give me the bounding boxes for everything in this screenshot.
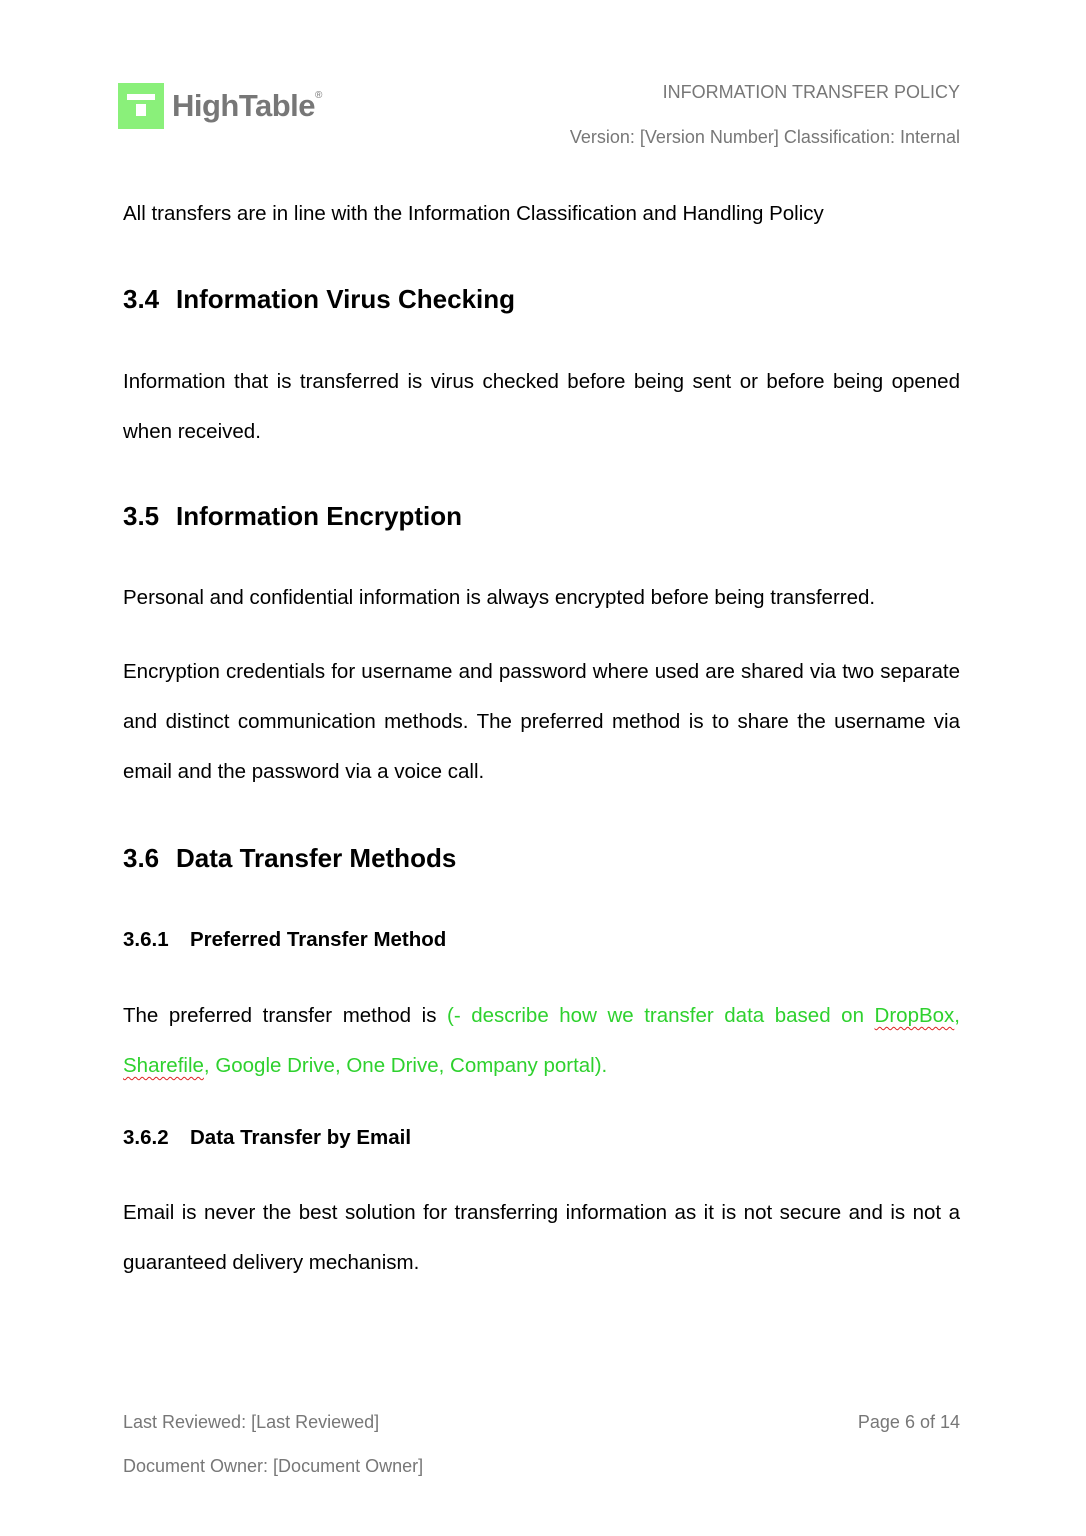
footer-last-reviewed: Last Reviewed: [Last Reviewed] xyxy=(123,1412,380,1432)
section-3-6-1-paragraph: The preferred transfer method is (- describe how we transfer data based on DropBox, Sharefile, Google Drive, One Drive, Company portal). xyxy=(123,1004,960,1077)
placeholder-instruction: (- describe how we transfer data based on DropBox, Sharefile, Google Drive, One Drive, Company portal). xyxy=(123,1004,960,1077)
document-title: INFORMATION TRANSFER POLICY xyxy=(662,82,960,102)
section-3-4-heading: 3.4 Information Virus Checking xyxy=(123,284,516,314)
section-3-6-2-paragraph: Email is never the best solution for transferring information as it is not secure and is not a guaranteed delivery mechanism. xyxy=(123,1201,960,1274)
section-3-5-paragraph-1: Personal and confidential information is always encrypted before being transferred. xyxy=(123,586,876,609)
logo-mark-icon xyxy=(118,83,164,129)
section-3-5-paragraph-2: Encryption credentials for username and password where used are shared via two separate and distinct communication methods. The preferred method is to share the username via email and the password via a voice call. xyxy=(123,660,960,783)
logo-text: HighTable® xyxy=(172,88,322,123)
version-line: Version: [Version Number] Classification: Internal xyxy=(569,127,960,147)
footer-document-owner: Document Owner: [Document Owner] xyxy=(123,1456,424,1476)
section-3-6-heading: 3.6 Data Transfer Methods xyxy=(123,843,457,873)
document-header xyxy=(570,82,960,148)
hightable-logo xyxy=(118,83,322,129)
spellcheck-sharefile: Sharefile xyxy=(123,1054,204,1077)
footer-page-number: Page 6 of 14 xyxy=(857,1412,960,1432)
intro-paragraph: All transfers are in line with the Information Classification and Handling Policy xyxy=(123,202,824,225)
section-3-5-heading: 3.5 Information Encryption xyxy=(123,501,462,531)
section-3-6-1-heading: 3.6.1 Preferred Transfer Method xyxy=(123,928,447,951)
spellcheck-dropbox: DropBox xyxy=(874,1004,955,1027)
section-3-6-2-heading: 3.6.2 Data Transfer by Email xyxy=(123,1126,412,1149)
section-3-4-paragraph: Information that is transferred is virus checked before being sent or before being opened when received. xyxy=(123,370,960,443)
